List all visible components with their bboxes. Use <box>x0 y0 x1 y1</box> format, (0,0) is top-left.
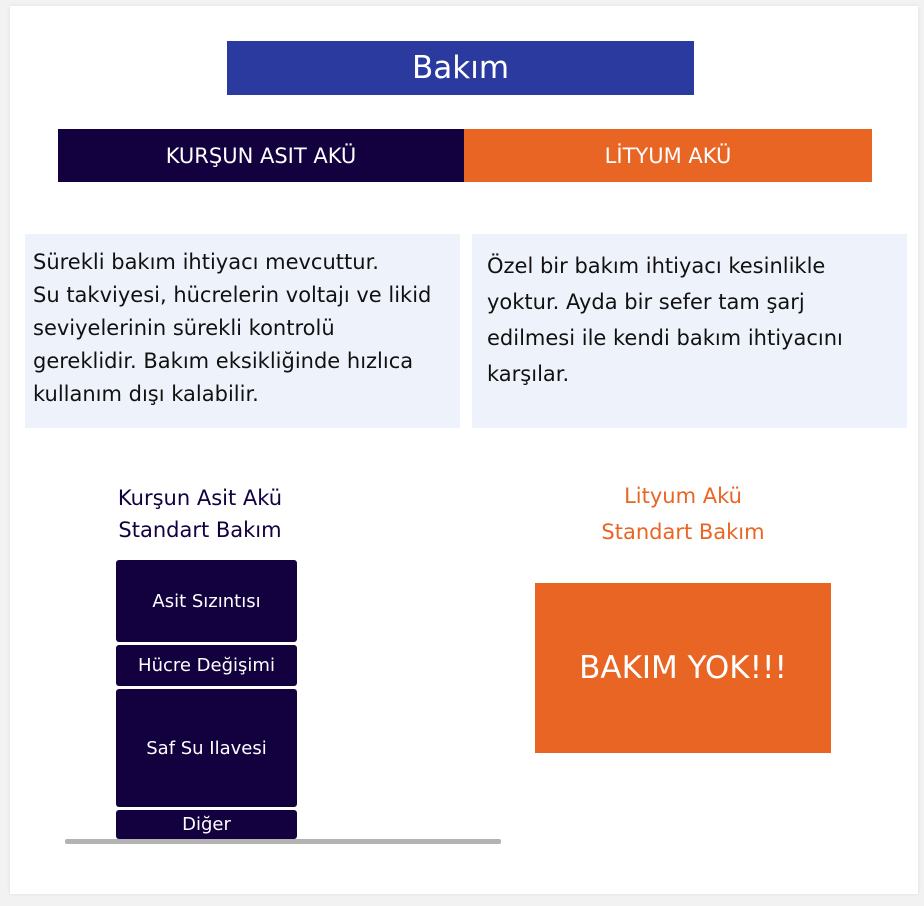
subtitle-line: Kurşun Asit Akü <box>117 486 283 510</box>
no-maintenance-box: BAKIM YOK!!! <box>535 583 831 753</box>
description-line: kullanım dışı kalabilir. <box>33 382 259 406</box>
description-line: Su takviyesi, hücrelerin voltajı ve likid <box>33 283 432 307</box>
subtitle-line: Standart Bakım <box>118 518 282 542</box>
stack-block-distilled-water: Saf Su Ilavesi <box>116 689 297 807</box>
lead-acid-header: KURŞUN ASIT AKÜ <box>58 129 464 182</box>
description-line: Özel bir bakım ihtiyacı kesinlikle <box>487 254 826 278</box>
subtitle-line: Standart Bakım <box>601 520 765 544</box>
description-line: karşılar. <box>487 362 570 386</box>
page-title: Bakım <box>227 41 694 95</box>
subtitle-line: Lityum Akü <box>624 484 742 508</box>
lead-acid-subtitle <box>80 482 320 546</box>
lithium-header: LİTYUM AKÜ <box>464 129 872 182</box>
stack-block-acid-leak: Asit Sızıntısı <box>116 560 297 642</box>
description-line: edilmesi ile kendi bakım ihtiyacını <box>487 326 843 350</box>
lithium-subtitle <box>563 478 803 550</box>
lead-acid-description <box>25 234 460 428</box>
lithium-description <box>472 234 907 428</box>
stack-block-cell-replacement: Hücre Değişimi <box>116 645 297 686</box>
description-line: yoktur. Ayda bir sefer tam şarj <box>487 290 805 314</box>
description-line: Sürekli bakım ihtiyacı mevcuttur. <box>33 250 379 274</box>
description-line: seviyelerinin sürekli kontrolü <box>33 316 335 340</box>
stack-baseline <box>65 839 501 844</box>
stack-block-other: Diğer <box>116 810 297 839</box>
description-line: gereklidir. Bakım eksikliğinde hızlıca <box>33 349 414 373</box>
